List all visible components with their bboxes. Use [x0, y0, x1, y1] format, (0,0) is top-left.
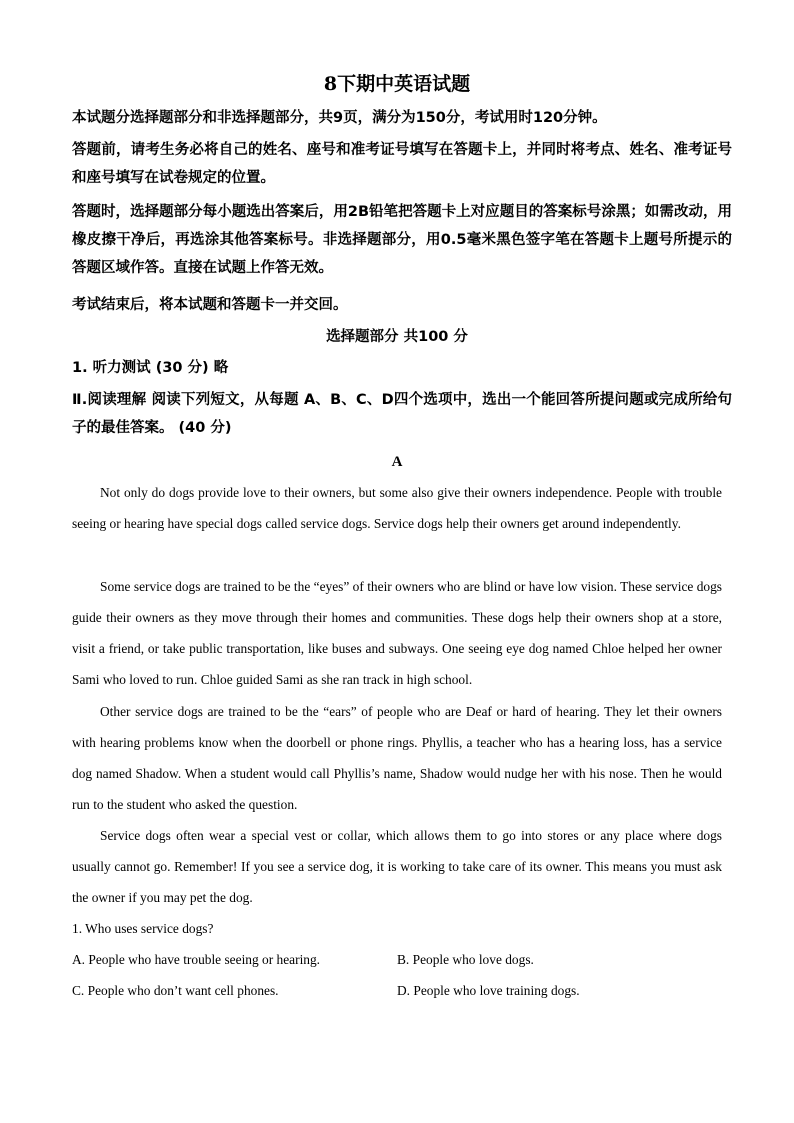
- part-2-reading-instructions: Ⅱ.阅读理解 阅读下列短文，从每题 A、B、C、D四个选项中，选出一个能回答所提问题或完成所给句子的最佳答案。 (40 分): [72, 392, 732, 436]
- part-1-listening: 1. 听力测试 (30 分) 略: [72, 360, 229, 376]
- instruction-3: 答题时，选择题部分每小题选出答案后，用2B铅笔把答题卡上对应题目的答案标号涂黑；如需改动，用橡皮擦干净后，再选涂其他答案标号。非选择题部分，用0.5毫米黑色签字笔在答题卡上题号所提示的答题区域作答。直接在试题上作答无效。: [72, 204, 732, 276]
- question-1-option-b: B. People who love dogs.: [397, 952, 534, 967]
- instruction-2: 答题前，请考生务必将自己的姓名、座号和准考证号填写在答题卡上，并同时将考点、姓名、准考证号和座号填写在试卷规定的位置。: [72, 142, 732, 186]
- passage-letter: A: [391, 454, 403, 470]
- passage-paragraph-1: Not only do dogs provide love to their owners, but some also give their owners independence. People with trouble seeing or hearing have special dogs called service dogs. Service dogs help their owners get around independently.: [72, 485, 722, 532]
- passage-paragraph-4: Service dogs often wear a special vest or collar, which allows them to go into stores or any place where dogs usually cannot go. Remember! If you see a service dog, it is working to take care of its owner. This means you must ask the owner if you may pet the dog.: [72, 828, 722, 906]
- exam-title: 8下期中英语试题: [323, 73, 471, 95]
- passage-paragraph-3: Other service dogs are trained to be the “ears” of people who are Deaf or hard of hearing. They let their owners with hearing problems know when the doorbell or phone rings. Phyllis, a teacher who has a hearing loss, has a service dog named Shadow. When a student would call Phyllis’s name, Shadow would nudge her with his nose. Then he would run to the student who asked the question.: [72, 704, 722, 813]
- instruction-1: 本试题分选择题部分和非选择题部分，共9页，满分为150分，考试用时120分钟。: [72, 110, 607, 126]
- section-heading: 选择题部分 共100 分: [326, 329, 468, 345]
- question-1-option-a: A. People who have trouble seeing or hearing.: [72, 952, 321, 967]
- instruction-4: 考试结束后，将本试题和答题卡一并交回。: [72, 297, 348, 313]
- question-1-option-d: D. People who love training dogs.: [397, 983, 580, 998]
- question-1-option-c: C. People who don’t want cell phones.: [72, 983, 279, 998]
- question-1-stem: 1. Who uses service dogs?: [72, 921, 214, 936]
- passage-paragraph-2: Some service dogs are trained to be the “eyes” of their owners who are blind or have low vision. These service dogs guide their owners as they move through their homes and communities. These dogs help their owners shop at a store, visit a friend, or take public transportation, like buses and subways. One seeing eye dog named Chloe helped her owner Sami who loved to run. Chloe guided Sami as she ran track in high school.: [72, 579, 722, 688]
